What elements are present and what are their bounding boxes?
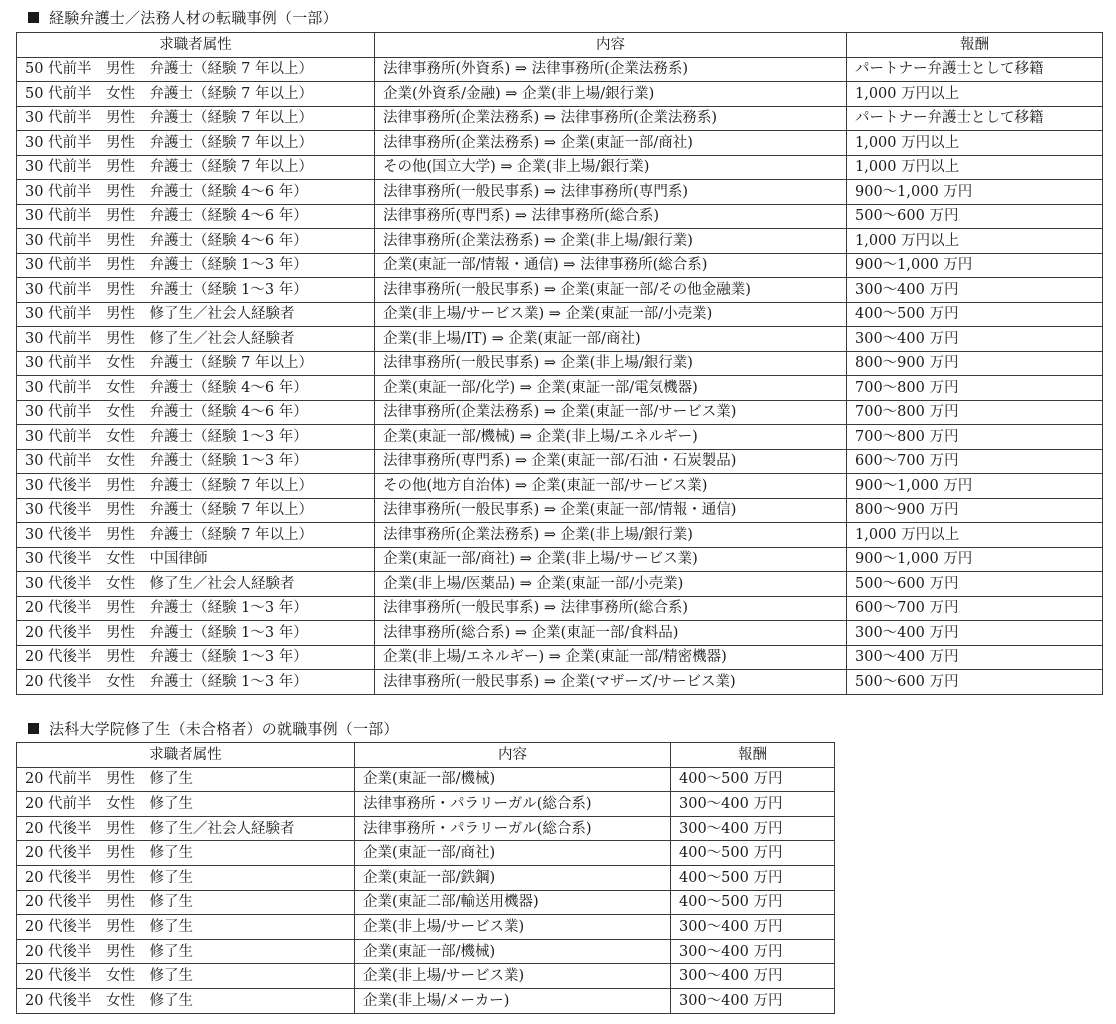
cell-applicant-attributes: 30 代前半 男性 修了生／社会人経験者 bbox=[17, 327, 375, 352]
cell-content: 企業(東証一部/商社) ⇒ 企業(非上場/サービス業) bbox=[375, 547, 847, 572]
cell-compensation: 700～800 万円 bbox=[847, 425, 1103, 450]
section-title-experienced bbox=[28, 8, 338, 28]
cell-content: 法律事務所・パラリーガル(総合系) bbox=[355, 792, 671, 817]
cell-content: 企業(非上場/サービス業) bbox=[355, 964, 671, 989]
table-row bbox=[17, 939, 835, 964]
graduate-employment-table bbox=[16, 742, 835, 1014]
cell-applicant-attributes: 20 代前半 女性 修了生 bbox=[17, 792, 355, 817]
cell-content: 企業(東証一部/情報・通信) ⇒ 法律事務所(総合系) bbox=[375, 253, 847, 278]
cell-compensation: 1,000 万円以上 bbox=[847, 523, 1103, 548]
cell-content: その他(地方自治体) ⇒ 企業(東証一部/サービス業) bbox=[375, 474, 847, 499]
cell-applicant-attributes: 20 代前半 男性 修了生 bbox=[17, 767, 355, 792]
cell-compensation: 300～400 万円 bbox=[671, 816, 835, 841]
table-row bbox=[17, 596, 1103, 621]
section-title-text: 法科大学院修了生（未合格者）の就職事例（一部） bbox=[49, 720, 399, 738]
cell-applicant-attributes: 30 代前半 男性 弁護士（経験 4～6 年） bbox=[17, 180, 375, 205]
cell-compensation: 700～800 万円 bbox=[847, 376, 1103, 401]
cell-content: 法律事務所(総合系) ⇒ 企業(東証一部/食料品) bbox=[375, 621, 847, 646]
header-content: 内容 bbox=[355, 743, 671, 768]
cell-compensation: 800～900 万円 bbox=[847, 351, 1103, 376]
table-row bbox=[17, 106, 1103, 131]
cell-applicant-attributes: 30 代前半 男性 弁護士（経験 4～6 年） bbox=[17, 204, 375, 229]
cell-compensation: 400～500 万円 bbox=[847, 302, 1103, 327]
cell-content: 法律事務所(一般民事系) ⇒ 法律事務所(専門系) bbox=[375, 180, 847, 205]
cell-content: 企業(非上場/メーカー) bbox=[355, 988, 671, 1013]
cell-applicant-attributes: 20 代後半 男性 修了生 bbox=[17, 865, 355, 890]
cell-content: 法律事務所(専門系) ⇒ 法律事務所(総合系) bbox=[375, 204, 847, 229]
cell-applicant-attributes: 30 代前半 女性 弁護士（経験 1～3 年） bbox=[17, 425, 375, 450]
cell-compensation: 300～400 万円 bbox=[847, 645, 1103, 670]
cell-compensation: 300～400 万円 bbox=[671, 939, 835, 964]
table-row bbox=[17, 155, 1103, 180]
cell-compensation: 300～400 万円 bbox=[847, 621, 1103, 646]
cell-compensation: パートナー弁護士として移籍 bbox=[847, 106, 1103, 131]
cell-applicant-attributes: 20 代後半 男性 修了生 bbox=[17, 939, 355, 964]
cell-applicant-attributes: 20 代後半 男性 修了生 bbox=[17, 890, 355, 915]
cell-compensation: 1,000 万円以上 bbox=[847, 229, 1103, 254]
cell-content: 法律事務所(企業法務系) ⇒ 法律事務所(企業法務系) bbox=[375, 106, 847, 131]
cell-compensation: 900～1,000 万円 bbox=[847, 474, 1103, 499]
cell-content: その他(国立大学) ⇒ 企業(非上場/銀行業) bbox=[375, 155, 847, 180]
cell-content: 法律事務所・パラリーガル(総合系) bbox=[355, 816, 671, 841]
cell-content: 法律事務所(企業法務系) ⇒ 企業(非上場/銀行業) bbox=[375, 229, 847, 254]
table-header-row bbox=[17, 33, 1103, 58]
cell-applicant-attributes: 30 代前半 男性 弁護士（経験 1～3 年） bbox=[17, 253, 375, 278]
table-row bbox=[17, 425, 1103, 450]
square-bullet-icon bbox=[28, 12, 39, 23]
square-bullet-icon bbox=[28, 723, 39, 734]
header-compensation: 報酬 bbox=[847, 33, 1103, 58]
cell-content: 法律事務所(一般民事系) ⇒ 企業(マザーズ/サービス業) bbox=[375, 670, 847, 695]
table-row bbox=[17, 253, 1103, 278]
cell-content: 法律事務所(企業法務系) ⇒ 企業(東証一部/サービス業) bbox=[375, 400, 847, 425]
cell-content: 企業(東証一部/機械) bbox=[355, 767, 671, 792]
table-row bbox=[17, 964, 835, 989]
cell-applicant-attributes: 20 代後半 男性 弁護士（経験 1～3 年） bbox=[17, 621, 375, 646]
cell-compensation: 800～900 万円 bbox=[847, 498, 1103, 523]
cell-content: 企業(東証一部/商社) bbox=[355, 841, 671, 866]
cell-applicant-attributes: 20 代後半 男性 修了生 bbox=[17, 841, 355, 866]
cell-content: 法律事務所(一般民事系) ⇒ 法律事務所(総合系) bbox=[375, 596, 847, 621]
table-row bbox=[17, 376, 1103, 401]
cell-applicant-attributes: 30 代前半 男性 弁護士（経験 7 年以上） bbox=[17, 131, 375, 156]
cell-applicant-attributes: 30 代前半 女性 弁護士（経験 4～6 年） bbox=[17, 400, 375, 425]
table-row bbox=[17, 327, 1103, 352]
cell-compensation: 600～700 万円 bbox=[847, 449, 1103, 474]
cell-content: 法律事務所(専門系) ⇒ 企業(東証一部/石油・石炭製品) bbox=[375, 449, 847, 474]
table-row bbox=[17, 670, 1103, 695]
cell-applicant-attributes: 30 代後半 女性 中国律師 bbox=[17, 547, 375, 572]
header-content: 内容 bbox=[375, 33, 847, 58]
cell-content: 法律事務所(企業法務系) ⇒ 企業(非上場/銀行業) bbox=[375, 523, 847, 548]
cell-applicant-attributes: 30 代後半 女性 修了生／社会人経験者 bbox=[17, 572, 375, 597]
cell-content: 法律事務所(一般民事系) ⇒ 企業(東証一部/その他金融業) bbox=[375, 278, 847, 303]
cell-applicant-attributes: 30 代前半 男性 修了生／社会人経験者 bbox=[17, 302, 375, 327]
cell-applicant-attributes: 50 代前半 女性 弁護士（経験 7 年以上） bbox=[17, 82, 375, 107]
cell-applicant-attributes: 20 代後半 男性 弁護士（経験 1～3 年） bbox=[17, 645, 375, 670]
table-row bbox=[17, 767, 835, 792]
cell-content: 企業(東証一部/機械) bbox=[355, 939, 671, 964]
cell-content: 企業(東証一部/機械) ⇒ 企業(非上場/エネルギー) bbox=[375, 425, 847, 450]
cell-applicant-attributes: 50 代前半 男性 弁護士（経験 7 年以上） bbox=[17, 57, 375, 82]
cell-applicant-attributes: 30 代前半 男性 弁護士（経験 7 年以上） bbox=[17, 106, 375, 131]
header-compensation: 報酬 bbox=[671, 743, 835, 768]
cell-compensation: 700～800 万円 bbox=[847, 400, 1103, 425]
cell-compensation: 900～1,000 万円 bbox=[847, 253, 1103, 278]
cell-applicant-attributes: 20 代後半 女性 修了生 bbox=[17, 964, 355, 989]
cell-compensation: 900～1,000 万円 bbox=[847, 547, 1103, 572]
cell-content: 企業(東証二部/輸送用機器) bbox=[355, 890, 671, 915]
table-row bbox=[17, 449, 1103, 474]
cell-applicant-attributes: 30 代後半 男性 弁護士（経験 7 年以上） bbox=[17, 474, 375, 499]
cell-compensation: 400～500 万円 bbox=[671, 767, 835, 792]
cell-compensation: 900～1,000 万円 bbox=[847, 180, 1103, 205]
cell-compensation: 400～500 万円 bbox=[671, 890, 835, 915]
cell-applicant-attributes: 30 代後半 男性 弁護士（経験 7 年以上） bbox=[17, 498, 375, 523]
table-row bbox=[17, 792, 835, 817]
cell-compensation: 300～400 万円 bbox=[671, 988, 835, 1013]
cell-content: 企業(外資系/金融) ⇒ 企業(非上場/銀行業) bbox=[375, 82, 847, 107]
table-row bbox=[17, 645, 1103, 670]
cell-content: 企業(非上場/サービス業) bbox=[355, 915, 671, 940]
table-row bbox=[17, 204, 1103, 229]
cell-compensation: 600～700 万円 bbox=[847, 596, 1103, 621]
cell-content: 企業(非上場/IT) ⇒ 企業(東証一部/商社) bbox=[375, 327, 847, 352]
cell-content: 法律事務所(企業法務系) ⇒ 企業(東証一部/商社) bbox=[375, 131, 847, 156]
table-row bbox=[17, 572, 1103, 597]
cell-content: 法律事務所(一般民事系) ⇒ 企業(東証一部/情報・通信) bbox=[375, 498, 847, 523]
table-row bbox=[17, 621, 1103, 646]
table-row bbox=[17, 523, 1103, 548]
cell-content: 企業(非上場/エネルギー) ⇒ 企業(東証一部/精密機器) bbox=[375, 645, 847, 670]
table-row bbox=[17, 57, 1103, 82]
cell-compensation: 500～600 万円 bbox=[847, 572, 1103, 597]
cell-compensation: 500～600 万円 bbox=[847, 204, 1103, 229]
cell-applicant-attributes: 20 代後半 男性 修了生／社会人経験者 bbox=[17, 816, 355, 841]
cell-compensation: 400～500 万円 bbox=[671, 841, 835, 866]
cell-content: 企業(非上場/サービス業) ⇒ 企業(東証一部/小売業) bbox=[375, 302, 847, 327]
cell-compensation: 300～400 万円 bbox=[847, 278, 1103, 303]
cell-content: 企業(東証一部/化学) ⇒ 企業(東証一部/電気機器) bbox=[375, 376, 847, 401]
table-row bbox=[17, 180, 1103, 205]
table-row bbox=[17, 278, 1103, 303]
experienced-career-table bbox=[16, 32, 1103, 695]
table-row bbox=[17, 890, 835, 915]
cell-compensation: 1,000 万円以上 bbox=[847, 131, 1103, 156]
table-row bbox=[17, 816, 835, 841]
cell-content: 企業(東証一部/鉄鋼) bbox=[355, 865, 671, 890]
cell-applicant-attributes: 30 代前半 女性 弁護士（経験 7 年以上） bbox=[17, 351, 375, 376]
table-header-row bbox=[17, 743, 835, 768]
cell-applicant-attributes: 30 代前半 女性 弁護士（経験 4～6 年） bbox=[17, 376, 375, 401]
header-applicant-attributes: 求職者属性 bbox=[17, 33, 375, 58]
cell-applicant-attributes: 30 代前半 男性 弁護士（経験 1～3 年） bbox=[17, 278, 375, 303]
cell-compensation: 400～500 万円 bbox=[671, 865, 835, 890]
table-body bbox=[17, 57, 1103, 694]
cell-applicant-attributes: 20 代後半 男性 弁護士（経験 1～3 年） bbox=[17, 596, 375, 621]
cell-compensation: 300～400 万円 bbox=[671, 792, 835, 817]
table-row bbox=[17, 302, 1103, 327]
cell-compensation: パートナー弁護士として移籍 bbox=[847, 57, 1103, 82]
table-row bbox=[17, 547, 1103, 572]
table-row bbox=[17, 229, 1103, 254]
table-row bbox=[17, 841, 835, 866]
cell-compensation: 300～400 万円 bbox=[847, 327, 1103, 352]
cell-content: 企業(非上場/医薬品) ⇒ 企業(東証一部/小売業) bbox=[375, 572, 847, 597]
table-row bbox=[17, 474, 1103, 499]
table-body bbox=[17, 767, 835, 1013]
cell-compensation: 300～400 万円 bbox=[671, 964, 835, 989]
cell-content: 法律事務所(外資系) ⇒ 法律事務所(企業法務系) bbox=[375, 57, 847, 82]
cell-applicant-attributes: 30 代前半 男性 弁護士（経験 7 年以上） bbox=[17, 155, 375, 180]
cell-compensation: 500～600 万円 bbox=[847, 670, 1103, 695]
cell-compensation: 300～400 万円 bbox=[671, 915, 835, 940]
table-row bbox=[17, 351, 1103, 376]
table-row bbox=[17, 915, 835, 940]
cell-applicant-attributes: 20 代後半 女性 弁護士（経験 1～3 年） bbox=[17, 670, 375, 695]
section-title-graduates bbox=[28, 719, 399, 739]
cell-applicant-attributes: 30 代後半 男性 弁護士（経験 7 年以上） bbox=[17, 523, 375, 548]
table-row bbox=[17, 498, 1103, 523]
table-row bbox=[17, 82, 1103, 107]
cell-applicant-attributes: 30 代前半 男性 弁護士（経験 4～6 年） bbox=[17, 229, 375, 254]
table-row bbox=[17, 131, 1103, 156]
cell-compensation: 1,000 万円以上 bbox=[847, 82, 1103, 107]
cell-content: 法律事務所(一般民事系) ⇒ 企業(非上場/銀行業) bbox=[375, 351, 847, 376]
header-applicant-attributes: 求職者属性 bbox=[17, 743, 355, 768]
table-row bbox=[17, 865, 835, 890]
cell-applicant-attributes: 20 代後半 男性 修了生 bbox=[17, 915, 355, 940]
section-title-text: 経験弁護士／法務人材の転職事例（一部） bbox=[49, 9, 338, 27]
table-row bbox=[17, 400, 1103, 425]
cell-applicant-attributes: 20 代後半 女性 修了生 bbox=[17, 988, 355, 1013]
table-row bbox=[17, 988, 835, 1013]
cell-compensation: 1,000 万円以上 bbox=[847, 155, 1103, 180]
cell-applicant-attributes: 30 代前半 女性 弁護士（経験 1～3 年） bbox=[17, 449, 375, 474]
